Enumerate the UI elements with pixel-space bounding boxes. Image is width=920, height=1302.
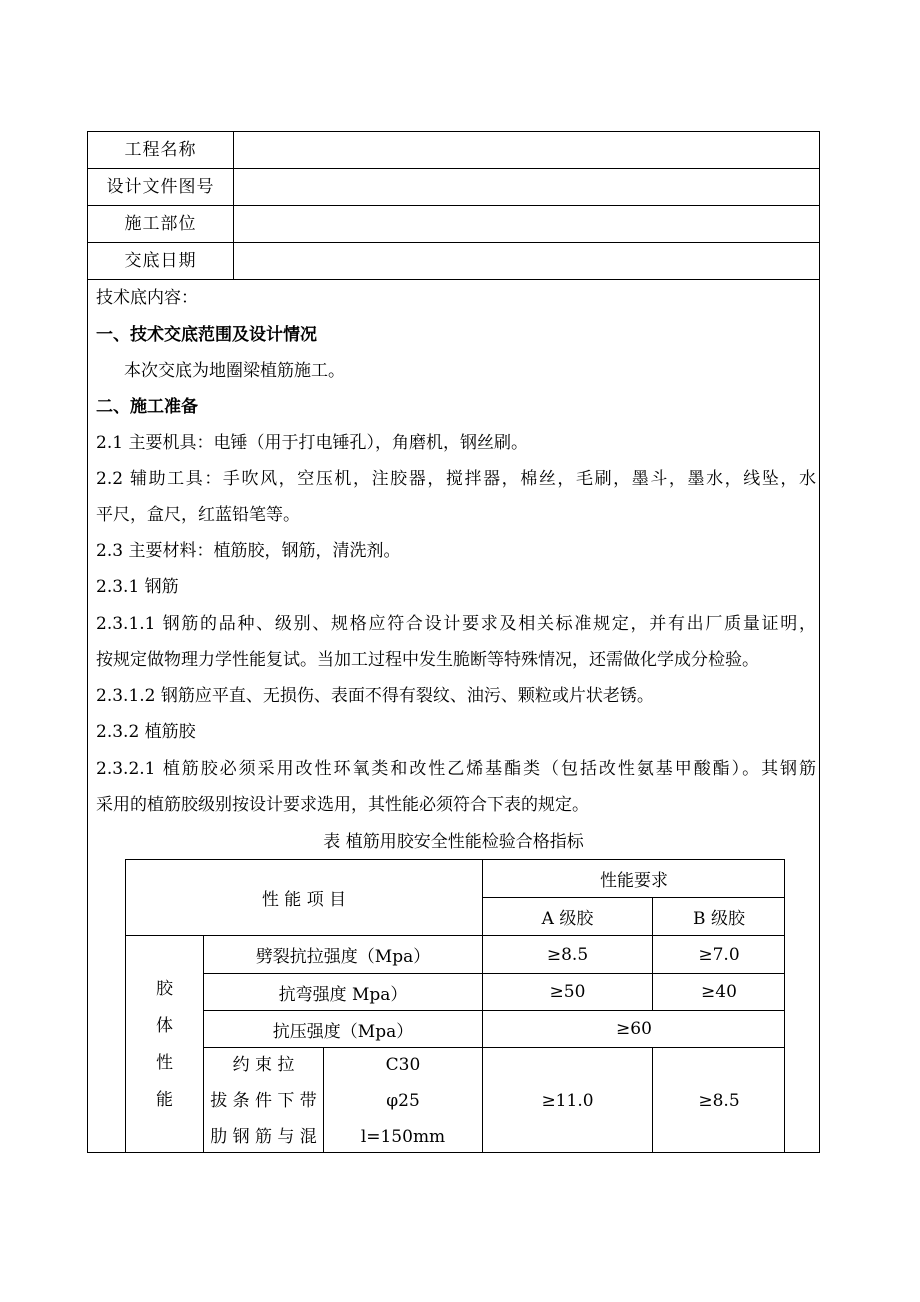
construction-part-label: 施工部位	[88, 206, 234, 242]
section1-title: 一、技术交底范围及设计情况	[96, 325, 317, 345]
project-name-row	[88, 132, 819, 169]
section1-text: 本次交底为地圈梁植筋施工。	[124, 361, 345, 381]
paragraph-2-3-2-1-line2: 采用的植筋胶级别按设计要求选用，其性能必须符合下表的规定。	[96, 795, 589, 815]
paragraph-2-2-line1: 2.2 辅助工具：手吹风，空压机，注胶器，搅拌器，棉丝，毛刷，墨斗，墨水，线坠，水	[96, 469, 816, 489]
construction-part-value[interactable]	[235, 206, 819, 242]
header-requirement-cell: 性能要求	[482, 859, 785, 897]
grade-a-header: A 级胶	[482, 897, 652, 935]
paragraph-2-3-1-2: 2.3.1.2 钢筋应平直、无损伤、表面不得有裂纹、油污、颗粒或片状老锈。	[96, 686, 654, 706]
bond-item-line: 拔 条 件 下 带	[210, 1090, 317, 1111]
paragraph-2-3-1-1-line2: 按规定做物理力学性能复试。当加工过程中发生脆断等特殊情况，还需做化学成分检验。	[96, 650, 759, 670]
table-caption: 表 植筋用胶安全性能检验合格指标	[323, 832, 584, 852]
bond-condition-line: l=150mm	[360, 1126, 446, 1147]
drawing-number-row	[88, 169, 819, 206]
row-grade-b-cell: ≥40	[652, 973, 785, 1010]
handover-date-label: 交底日期	[88, 243, 234, 279]
paragraph-2-3: 2.3 主要材料：植筋胶，钢筋，清洗剂。	[96, 541, 401, 561]
project-name-value[interactable]	[235, 132, 819, 168]
bond-item-cell	[203, 1047, 323, 1153]
section2-title: 二、施工准备	[96, 397, 198, 417]
bond-grade-b-cell: ≥8.5	[652, 1047, 785, 1153]
bond-condition-line: φ25	[386, 1090, 420, 1111]
content-intro: 技术底内容：	[96, 288, 198, 308]
paragraph-2-3-1-1-line1: 2.3.1.1 钢筋的品种、级别、规格应符合设计要求及相关标准规定，并有出厂质量证明，	[96, 614, 816, 634]
bond-grade-a-cell: ≥11.0	[482, 1047, 652, 1153]
bond-item-line: 肋 钢 筋 与 混	[210, 1126, 317, 1147]
row-grade-a-cell: ≥50	[482, 973, 652, 1010]
handover-date-row	[88, 243, 819, 280]
header-item-cell: 性 能 项 目	[125, 859, 482, 935]
group-char: 胶	[156, 978, 173, 999]
construction-part-row	[88, 206, 819, 243]
row-grade-a-cell: ≥8.5	[482, 935, 652, 973]
row-item-cell: 劈裂抗拉强度（Mpa）	[203, 935, 482, 973]
project-name-label: 工程名称	[88, 132, 234, 168]
bond-condition-cell	[323, 1047, 482, 1153]
bond-item-line: 约 束 拉	[232, 1054, 295, 1075]
row-item-cell: 抗压强度（Mpa）	[203, 1010, 482, 1047]
group-char: 性	[156, 1052, 173, 1073]
bond-condition-line: C30	[385, 1054, 421, 1075]
group-char: 体	[156, 1015, 173, 1036]
adhesive-performance-table	[125, 859, 785, 1153]
paragraph-2-2-line2: 平尺，盒尺，红蓝铅笔等。	[96, 505, 300, 525]
group-cell	[125, 935, 203, 1153]
row-item-cell: 抗弯强度 Mpa）	[203, 973, 482, 1010]
handover-date-value[interactable]	[235, 243, 819, 279]
paragraph-2-3-2: 2.3.2 植筋胶	[96, 722, 196, 742]
group-char: 能	[156, 1089, 173, 1110]
row-grade-b-cell: ≥7.0	[652, 935, 785, 973]
paragraph-2-1: 2.1 主要机具：电锤（用于打电锤孔），角磨机，钢丝刷。	[96, 433, 528, 453]
paragraph-2-3-1: 2.3.1 钢筋	[96, 577, 179, 597]
drawing-number-label: 设计文件图号	[88, 169, 234, 205]
paragraph-2-3-2-1-line1: 2.3.2.1 植筋胶必须采用改性环氧类和改性乙烯基酯类（包括改性氨基甲酸酯）。其钢筋	[96, 759, 816, 779]
row-merged-cell: ≥60	[482, 1010, 785, 1047]
form-frame	[87, 131, 820, 1153]
grade-b-header: B 级胶	[652, 897, 785, 935]
drawing-number-value[interactable]	[235, 169, 819, 205]
